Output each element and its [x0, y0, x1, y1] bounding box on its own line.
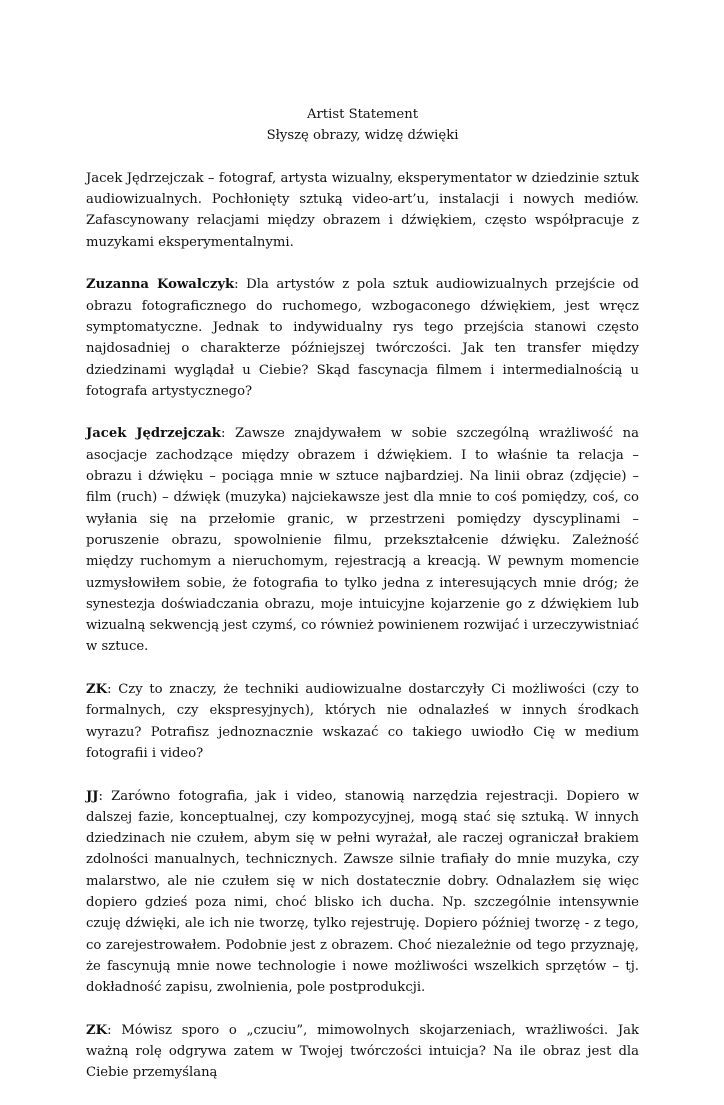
speaker-name: ZK [86, 682, 108, 698]
paragraph-text: : Mówisz sporo o „czuciu”, mimowolnych skojarzeniach, wrażliwości. Jak ważną rolę odgrywa zatem w Twojej twórczości intuicja? Na ile obraz jest dla Ciebie przemyślaną [86, 1022, 639, 1081]
interview-paragraph-5 [86, 1020, 639, 1084]
intro-paragraph: Jacek Jędrzejczak – fotograf, artysta wizualny, eksperymentator w dziedzinie sztuk audiowizualnych. Pochłonięty sztuką video-art’u, instalacji i nowych mediów. Zafascynowany relacjami między obrazem i dźwiękiem, często współpracuje z muzykami eksperymentalnymi. [86, 170, 639, 250]
speaker-name: JJ [86, 788, 99, 804]
speaker-name: Zuzanna Kowalczyk [86, 277, 235, 293]
interview-paragraph-1 [86, 274, 639, 402]
interview-paragraph-4 [86, 786, 639, 999]
document-title: Artist Statement [306, 107, 418, 122]
paragraph-text: : Zarówno fotografia, jak i video, stanowią narzędzia rejestracji. Dopiero w dalszej fazie, konceptualnej, czy kompozycyjnej, mogą stać się sztuką. W innych dziedzinach nie czułem, abym się w pełni wyrażał, ale raczej ograniczał brakiem zdolności manualnych, technicznych. Zawsze silnie trafiały do mnie muzyka, czy malarstwo, ale nie czułem się w nich dostatecznie dobry. Odnalazłem się więc dopiero gdzieś poza nimi, choć blisko ich ducha. Np. szczególnie intensywnie czuję dźwięki, ale ich nie tworzę, tylko rejestruję. Dopiero później tworzę - z tego, co zarejestrowałem. Podobnie jest z obrazem. Choć niezależnie od tego przyznaję, że fascynują mnie nowe technologie i nowe możliwości wszelkich sprzętów – tj. dokładność zapisu, zwolnienia, pole postprodukcji. [86, 788, 639, 996]
speaker-name: Jacek Jędrzejczak [86, 426, 221, 442]
document-page [86, 104, 639, 1105]
title-block [86, 104, 639, 147]
paragraph-text: : Zawsze znajdywałem w sobie szczególną wrażliwość na asocjacje zachodzące między obrazem i dźwiękiem. I to właśnie ta relacja – obrazu i dźwięku – pociąga mnie w sztuce najbardziej. Na linii obraz (zdjęcie) – film (ruch) – dźwięk (muzyka) najciekawsze jest dla mnie to coś pomiędzy, coś, co wyłania się na przełomie granic, w przestrzeni pomiędzy dyscyplinami – poruszenie obrazu, spowolnienie filmu, przekształcenie dźwięku. Zależność między ruchomym a nieruchomym, rejestracją a kreacją. W pewnym momencie uzmysłowiłem sobie, że fotografia to tylko jedna z interesujących mnie dróg; że synestezja doświadczania obrazu, moje intuicyjne kojarzenie go z dźwiękiem lub wizualną sekwencją jest czymś, co również powinienem rozwijać i urzeczywistniać w sztuce. [86, 426, 639, 655]
interview-paragraph-2 [86, 423, 639, 657]
paragraph-text: : Dla artystów z pola sztuk audiowizualnych przejście od obrazu fotograficznego do ruchomego, wzbogaconego dźwiękiem, jest wręcz symptomatyczne. Jednak to indywidualny rys tego przejścia stanowi często najdosadniej o charakterze późniejszej twórczości. Jak ten transfer między dziedzinami wyglądał u Ciebie? Skąd fascynacja filmem i intermedialnością u fotografa artystycznego? [86, 277, 639, 399]
speaker-name: ZK [86, 1022, 108, 1038]
interview-paragraph-3 [86, 679, 639, 764]
document-subtitle: Słyszę obrazy, widzę dźwięki [266, 128, 459, 144]
paragraph-text: : Czy to znaczy, że techniki audiowizualne dostarczyły Ci możliwości (czy to formalnych, czy ekspresyjnych), których nie odnalazłeś w innych środkach wyrazu? Potrafisz jednoznacznie wskazać co takiego uwiodło Cię w medium fotografii i video? [86, 682, 639, 761]
